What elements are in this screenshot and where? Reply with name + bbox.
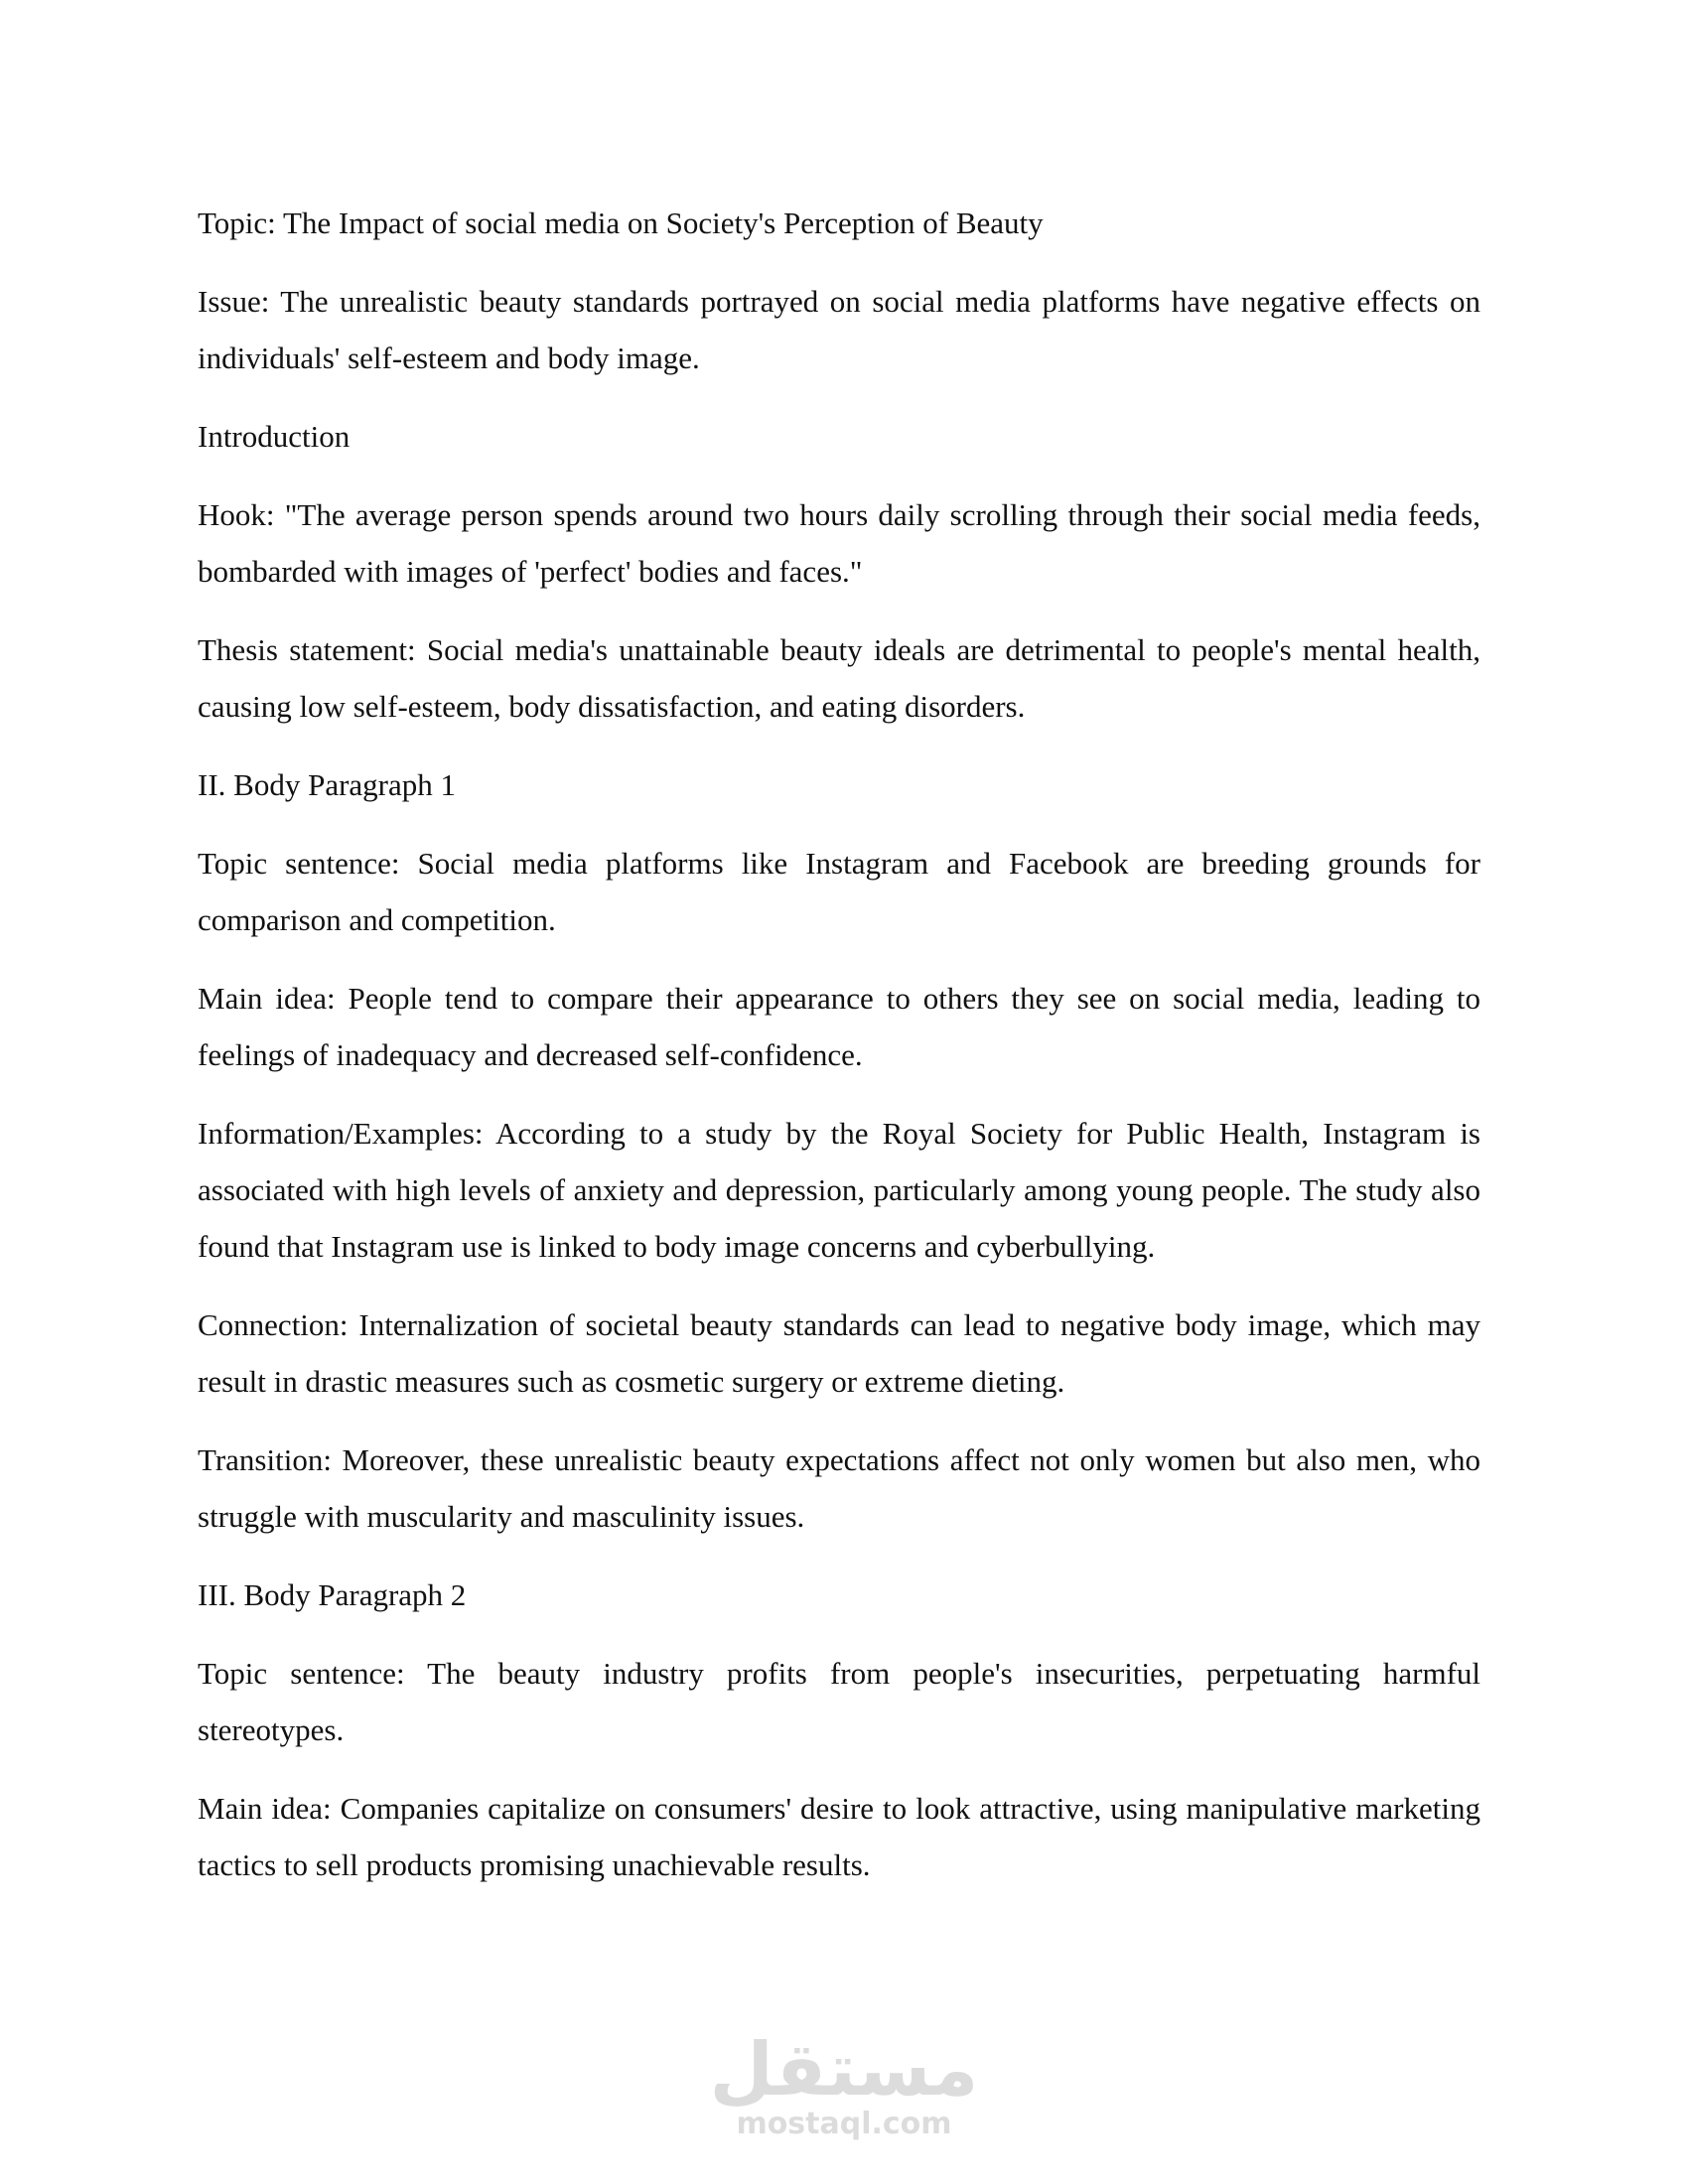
topic-line: Topic: The Impact of social media on Society's Perception of Beauty <box>198 205 1044 240</box>
connection-paragraph: Connection: Internalization of societal beauty standards can lead to negative body image, which may result in drastic measures such as cosmetic surgery or extreme dieting. <box>198 1307 1480 1399</box>
hook-paragraph: Hook: "The average person spends around two hours daily scrolling through their social media feeds, bombarded with images of 'perfect' bodies and faces." <box>198 497 1480 589</box>
main-idea-1: Main idea: People tend to compare their appearance to others they see on social media, leading to feelings of inadequacy and decreased self-confidence. <box>198 981 1480 1072</box>
topic-sentence-1: Topic sentence: Social media platforms like Instagram and Facebook are breeding grounds for comparison and competition. <box>198 846 1480 937</box>
watermark-domain-text: mostaql.com <box>736 2107 952 2141</box>
examples-paragraph: Information/Examples: According to a study by the Royal Society for Public Health, Instagram is associated with high levels of anxiety and depression, particularly among young people. The study also found that Instagram use is linked to body image concerns and cyberbullying. <box>198 1116 1480 1264</box>
watermark-arabic-text: مستقل <box>709 2027 979 2113</box>
introduction-heading: Introduction <box>198 419 351 454</box>
topic-sentence-2: Topic sentence: The beauty industry profits from people's insecurities, perpetuating harmful stereotypes. <box>198 1656 1480 1747</box>
main-idea-2: Main idea: Companies capitalize on consumers' desire to look attractive, using manipulative marketing tactics to sell products promising unachievable results. <box>198 1791 1480 1882</box>
body-paragraph-1-heading: II. Body Paragraph 1 <box>198 767 456 802</box>
issue-paragraph: Issue: The unrealistic beauty standards portrayed on social media platforms have negative effects on individuals' self-esteem and body image. <box>198 284 1480 375</box>
thesis-paragraph: Thesis statement: Social media's unattainable beauty ideals are detrimental to people's mental health, causing low self-esteem, body dissatisfaction, and eating disorders. <box>198 632 1480 724</box>
mostaql-watermark-logo <box>695 2027 993 2141</box>
body-paragraph-2-heading: III. Body Paragraph 2 <box>198 1577 467 1612</box>
document-page <box>198 195 1480 1915</box>
transition-paragraph: Transition: Moreover, these unrealistic beauty expectations affect not only women but also men, who struggle with muscularity and masculinity issues. <box>198 1442 1480 1534</box>
